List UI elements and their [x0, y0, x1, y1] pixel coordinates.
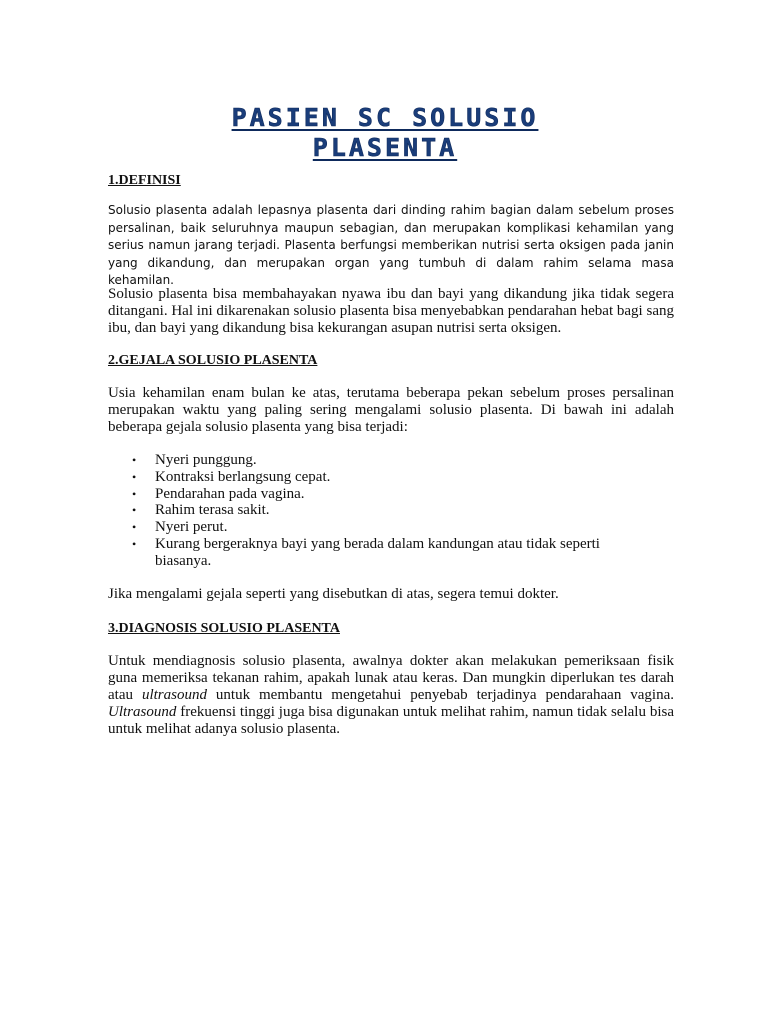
title-line-2: PLASENTA [312, 133, 458, 162]
bullet-icon: • [132, 453, 137, 467]
list-item: • Nyeri perut. [132, 519, 228, 536]
ultrasound-term: ultrasound [141, 687, 207, 703]
bullet-icon: • [132, 486, 137, 501]
gejala-list [108, 452, 648, 570]
definisi-paragraph-1: Solusio plasenta adalah lepasnya plasenta dari dinding rahim bagian dalam sebelum proses persalinan, baik seluruhnya maupun sebagian, dan merupakan komplikasi kehamilan yang serius namun jarang terjadi. Plasenta berfungsi memberikan nutrisi serta oksigen pada janin yang dikandung, dan merupakan organ yang tumbuh di dalam rahim selama masa kehamilan. [108, 203, 674, 287]
document-title [180, 103, 590, 163]
list-item: • Nyeri punggung. [132, 452, 257, 468]
bullet-icon: • [132, 469, 137, 484]
list-item: • Kontraksi berlangsung cepat. [132, 468, 331, 485]
ultrasound-term: Ultrasound [108, 704, 177, 720]
diagnosis-paragraph: Untuk mendiagnosis solusio plasenta, awalnya dokter akan melakukan pemeriksaan fisik guna memeriksa tekanan rahim, apakah lunak atau keras. Dan mungkin diperlukan tes darah atau ultrasound untuk membantu mengetahui penyebab terjadinya pendarahaan vagina. Ultrasound frekuensi tinggi juga bisa digunakan untuk melihat rahim, namun tidak selalu bisa untuk melihat adanya solusio plasenta. [108, 653, 675, 737]
gejala-intro: Usia kehamilan enam bulan ke atas, terutama beberapa pekan sebelum proses persalinan merupakan waktu yang paling sering mengalami solusio plasenta. Di bawah ini adalah beberapa gejala solusio plasenta yang bisa terjadi: [108, 385, 674, 435]
bullet-icon: • [132, 520, 137, 535]
gejala-outro: Jika mengalami gejala seperti yang disebutkan di atas, segera temui dokter. [108, 586, 559, 602]
heading-definisi: 1.DEFINISI [108, 173, 181, 188]
definisi-paragraph-2: Solusio plasenta bisa membahayakan nyawa ibu dan bayi yang dikandung jika tidak segera ditangani. Hal ini dikarenakan solusio plasenta bisa menyebabkan pendarahan hebat bagi sang ibu, dan bayi yang dikandung bisa kekurangan asupan nutrisi serta oksigen. [108, 286, 674, 336]
bullet-icon: • [132, 503, 137, 518]
list-item: • Kurang bergeraknya bayi yang berada dalam kandungan atau tidak seperti biasanya. [132, 535, 600, 569]
list-item: • Pendarahan pada vagina. [132, 485, 305, 502]
heading-gejala: 2.GEJALA SOLUSIO PLASENTA [108, 353, 318, 368]
list-item: • Rahim terasa sakit. [132, 502, 270, 519]
bullet-icon: • [132, 536, 137, 551]
title-line-1: PASIEN SC SOLUSIO [231, 103, 539, 132]
heading-diagnosis: 3.DIAGNOSIS SOLUSIO PLASENTA [108, 621, 340, 636]
